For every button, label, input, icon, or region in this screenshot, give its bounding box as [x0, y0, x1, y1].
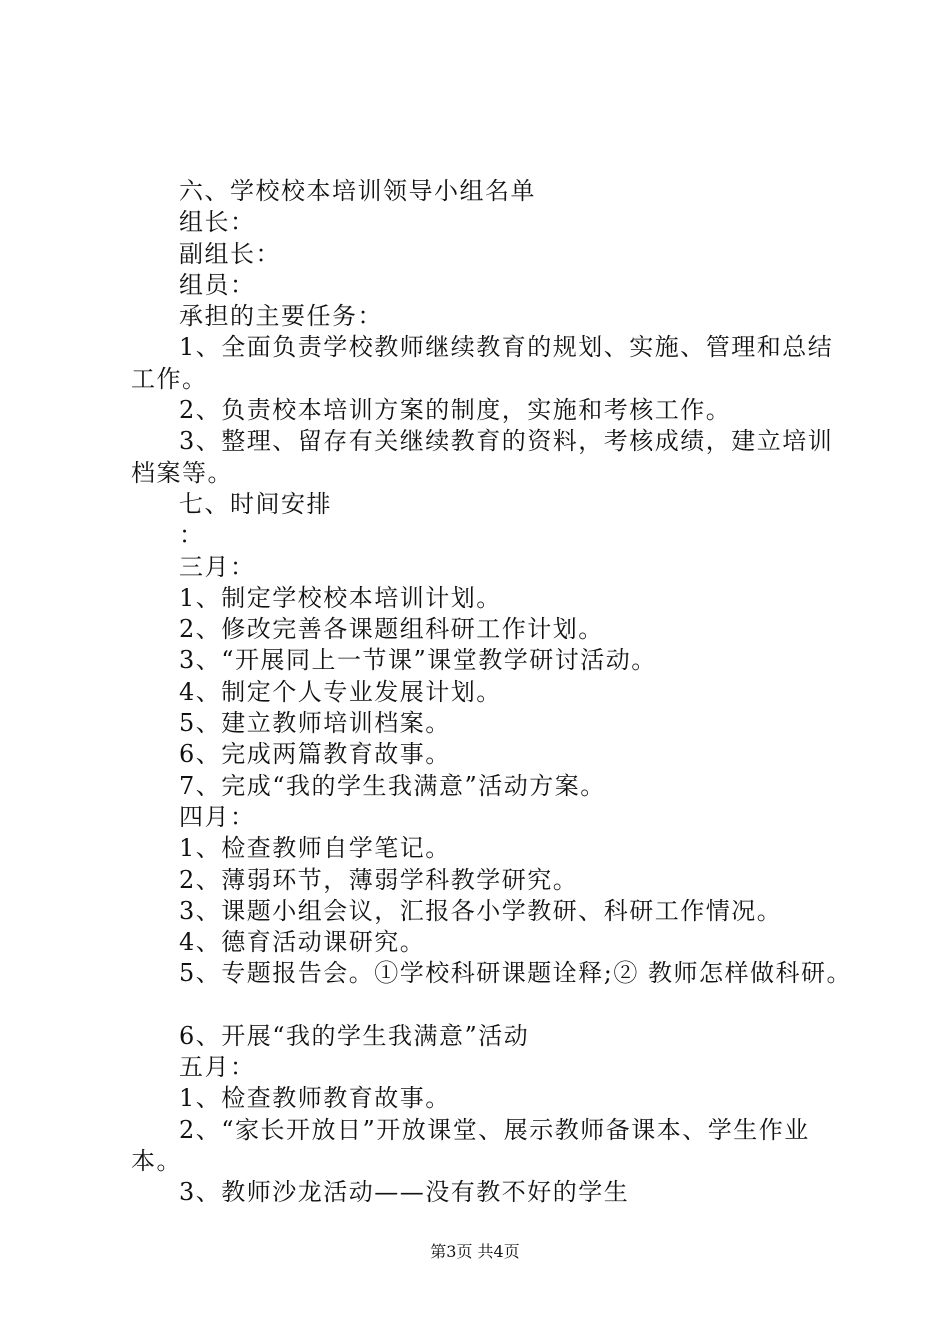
- list-item: 3、课题小组会议，汇报各小学教研、科研工作情况。: [179, 896, 783, 925]
- list-item: 3、教师沙龙活动——没有教不好的学生: [179, 1178, 630, 1207]
- list-item: 1、检查教师自学笔记。: [179, 834, 451, 863]
- list-item: 3、“开展同上一节课”课堂教学研讨活动。: [179, 646, 657, 675]
- list-item: 4、德育活动课研究。: [179, 928, 426, 957]
- text-line: 承担的主要任务：: [179, 302, 383, 331]
- list-item: 2、修改完善各课题组科研工作计划。: [179, 615, 604, 644]
- text-paragraph: 1、全面负责学校教师继续教育的规划、实施、管理和总结工作。: [131, 333, 834, 393]
- list-item: 6、开展“我的学生我满意”活动: [179, 1021, 530, 1050]
- document-body: [131, 176, 851, 1209]
- list-item: 1、制定学校校本培训计划。: [179, 583, 502, 612]
- text-line: 副组长：: [179, 239, 281, 268]
- page-number-footer: 第3页 共4页: [430, 1242, 520, 1261]
- text-paragraph: 3、整理、留存有关继续教育的资料，考核成绩，建立培训档案等。: [131, 427, 834, 487]
- list-item: 1、检查教师教育故事。: [179, 1084, 451, 1113]
- list-item: 7、完成“我的学生我满意”活动方案。: [179, 771, 606, 800]
- blank-line: [131, 990, 851, 1021]
- list-item: 4、制定个人专业发展计划。: [179, 677, 502, 706]
- month-heading-april: 四月：: [179, 802, 256, 831]
- text-line: 组长：: [179, 208, 256, 237]
- list-item: 6、完成两篇教育故事。: [179, 740, 451, 769]
- list-item: 5、建立教师培训档案。: [179, 709, 451, 738]
- text-line: ：: [179, 521, 205, 550]
- section-heading-schedule: 七、时间安排: [179, 489, 332, 518]
- text-paragraph: 2、“家长开放日”开放课堂、展示教师备课本、学生作业本。: [131, 1115, 810, 1175]
- list-item: 5、专题报告会。①学校科研课题诠释;② 教师怎样做科研。: [179, 959, 852, 988]
- text-line: 2、负责校本培训方案的制度，实施和考核工作。: [179, 396, 732, 425]
- list-item: 2、薄弱环节，薄弱学科教学研究。: [179, 865, 579, 894]
- month-heading-may: 五月：: [179, 1053, 256, 1082]
- text-line: 组员：: [179, 270, 256, 299]
- month-heading-march: 三月：: [179, 552, 256, 581]
- section-heading-leadership: 六、学校校本培训领导小组名单: [179, 177, 536, 205]
